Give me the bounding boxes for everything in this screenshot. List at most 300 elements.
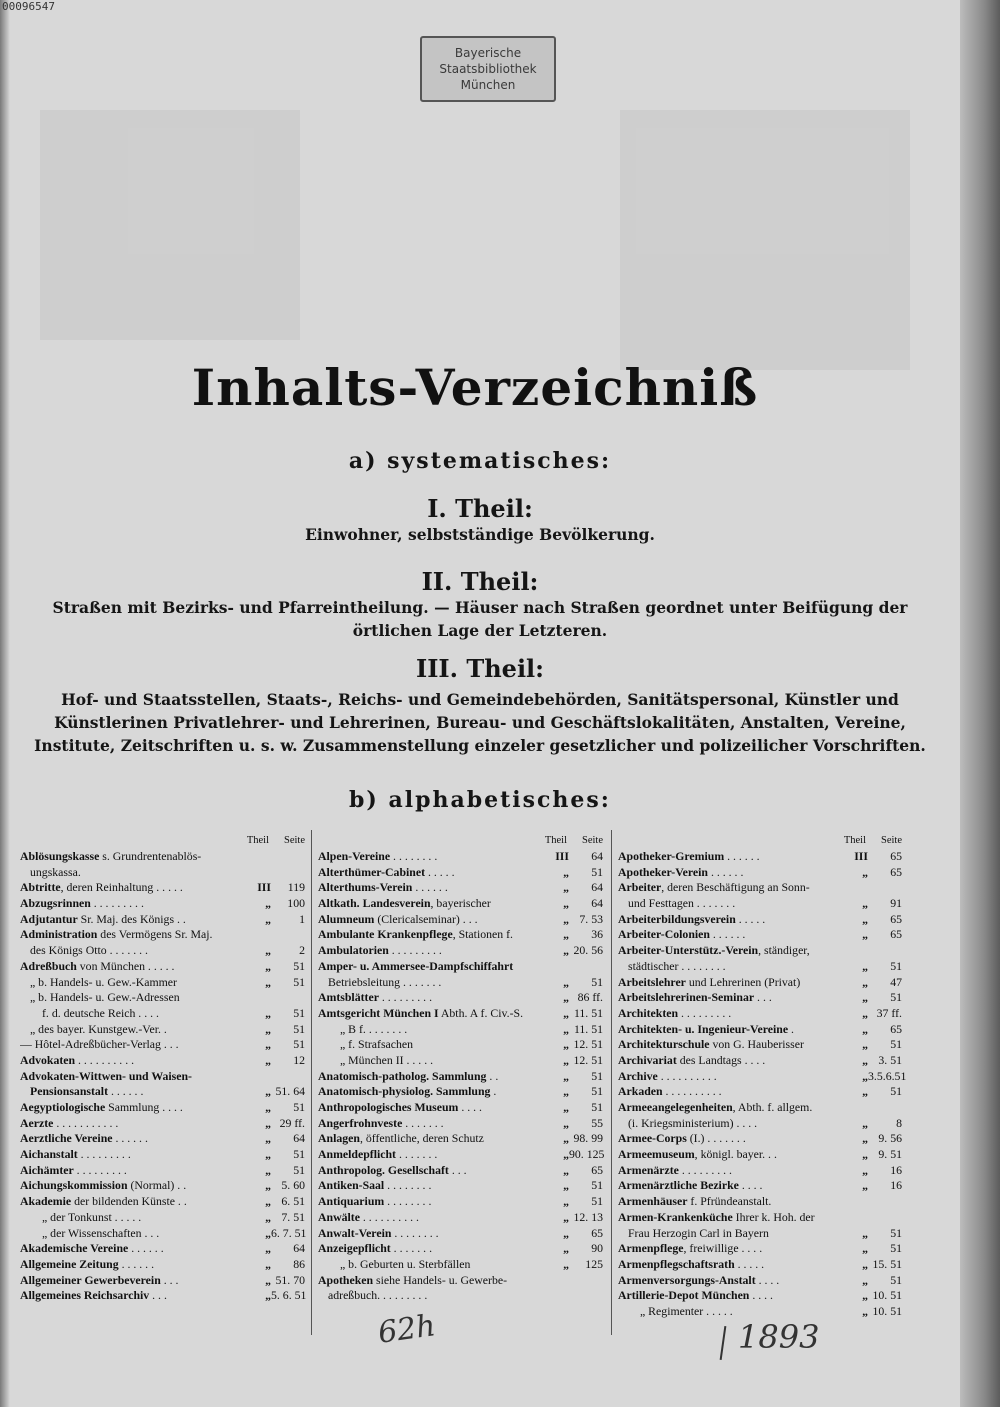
- entry-keyword: Arbeiterbildungsverein: [618, 911, 736, 926]
- entry-part: „: [563, 896, 569, 911]
- entry-page: 64: [591, 896, 603, 911]
- entry-part: „: [563, 943, 569, 958]
- entry-label: [20, 1131, 243, 1147]
- index-entry: [20, 1241, 305, 1257]
- entry-label: [318, 880, 541, 896]
- entry-keyword: Aerztliche Vereine: [20, 1131, 113, 1146]
- entry-text: f. Pfründeanstalt.: [687, 1194, 772, 1209]
- entry-text: . . . . . . . . .: [678, 1162, 733, 1177]
- entry-label: [318, 1210, 541, 1226]
- index-entry: [318, 975, 603, 991]
- entry-part: „: [265, 1147, 271, 1162]
- entry-text: , Abth. f. allgem.: [732, 1100, 813, 1114]
- entry-part: „: [265, 958, 271, 973]
- index-entry: [318, 1069, 603, 1085]
- entry-label: [318, 943, 541, 959]
- entry-page: 12. 51: [573, 1037, 603, 1052]
- entry-part: „: [265, 974, 271, 989]
- entry-text: „ der Tonkunst . . . . .: [42, 1209, 142, 1224]
- entry-page: 51: [890, 1084, 902, 1099]
- entry-label: [318, 1194, 541, 1210]
- index-entry: [618, 912, 902, 928]
- index-entry: [618, 1210, 902, 1226]
- entry-keyword: Akademie: [20, 1194, 72, 1209]
- header-seite: Seite: [881, 835, 902, 846]
- index-entry: [618, 1163, 902, 1179]
- entry-text: . . . . . . . . . .: [662, 1084, 722, 1099]
- entry-keyword: Allgemeine Zeitung: [20, 1256, 119, 1271]
- index-entry: [318, 849, 603, 865]
- index-entry: [618, 865, 902, 881]
- entry-page: 98. 99: [573, 1131, 603, 1146]
- entry-text: . . . . .: [734, 1256, 765, 1271]
- entry-keyword: Advokaten-Wittwen- und Waisen-: [20, 1068, 192, 1083]
- entry-label: [20, 990, 243, 1006]
- entry-text: . . . . .: [735, 911, 766, 926]
- entry-text: , ständiger,: [758, 943, 810, 958]
- index-entry: [20, 1273, 305, 1289]
- entry-part: „: [862, 1037, 868, 1052]
- entry-keyword: Allgemeiner Gewerbeverein: [20, 1272, 161, 1287]
- entry-label: [618, 1084, 840, 1100]
- entry-keyword: Ablösungskasse: [20, 849, 100, 863]
- entry-text: und Festtagen . . . . . . .: [628, 896, 736, 911]
- entry-text: . . . . . . . .: [391, 1225, 439, 1240]
- entry-text: . . . . . .: [118, 1256, 155, 1271]
- section-heading-alphabetical: b) alphabetisches:: [349, 787, 611, 813]
- entry-text: . . . . . .: [108, 1084, 144, 1099]
- entry-label: [20, 896, 243, 912]
- entry-part: „: [563, 1100, 569, 1114]
- entry-keyword: Alpen-Vereine: [318, 849, 391, 863]
- bleed-through-right: [620, 110, 910, 370]
- entry-part: „: [563, 1194, 569, 1209]
- index-entry: [318, 896, 603, 912]
- entry-text: . . . . . . . .: [384, 1178, 432, 1193]
- entry-part: „: [265, 1037, 271, 1052]
- entry-keyword: Apotheker-Gremium: [618, 849, 725, 863]
- entry-label: [20, 927, 243, 943]
- entry-keyword: Aerzte: [20, 1115, 54, 1130]
- entry-part: „: [862, 1005, 868, 1020]
- index-entry: [318, 943, 603, 959]
- index-entry: [318, 880, 603, 896]
- page-title: Inhalts-Verzeichniß: [191, 358, 759, 417]
- entry-page: 51: [293, 1100, 305, 1114]
- entry-label: [20, 975, 243, 991]
- entry-keyword: Altkath. Landesverein: [318, 896, 431, 911]
- entry-label: [20, 1022, 243, 1038]
- entry-page: 16: [890, 1162, 902, 1177]
- index-entry: [20, 1194, 305, 1210]
- index-entry: [618, 1178, 902, 1194]
- entry-part: „: [265, 1241, 271, 1256]
- entry-keyword: Apotheker-Verein: [618, 864, 708, 879]
- index-entry: [318, 1257, 603, 1273]
- entry-keyword: Anatomisch-patholog. Sammlung: [318, 1068, 487, 1083]
- entry-text: „ Regimenter . . . . .: [640, 1303, 733, 1318]
- entry-label: [20, 1053, 243, 1069]
- index-entry: [20, 1257, 305, 1273]
- entry-text: und Lehrerinen (Privat): [685, 974, 801, 989]
- part-3-text: Hof- und Staatsstellen, Staats-, Reichs- und Gemeindebehörden, Sanitätspersonal, Künstler und Künstlerinen Privatlehrer- und Lehrerinen, Bureau- und Geschäftslokalitäten, Anstalten, Vereine, Institute, Zeitschriften u. s. w. Zusammenstellung einzeler gesetzlicher und polizeilicher Vorschriften.: [34, 690, 926, 755]
- entry-label: [618, 1273, 840, 1289]
- entry-part: „: [265, 1209, 271, 1224]
- entry-part: „: [862, 1115, 868, 1130]
- entry-label: [20, 1069, 243, 1085]
- entry-label: [618, 1116, 840, 1132]
- entry-keyword: Aichanstalt: [20, 1147, 78, 1162]
- index-entry: [618, 896, 902, 912]
- entry-page: 51: [591, 1194, 603, 1209]
- entry-text: städtischer . . . . . . . .: [628, 958, 726, 973]
- handwritten-mark: [720, 1326, 727, 1360]
- entry-keyword: Armenärztliche Bezirke: [618, 1178, 739, 1193]
- entry-label: [318, 1069, 541, 1085]
- entry-label: [20, 943, 243, 959]
- entry-text: „ b. Handels- u. Gew.-Kammer: [30, 974, 177, 989]
- entry-label: [20, 1194, 243, 1210]
- entry-page: 51: [293, 1147, 305, 1162]
- entry-label: [20, 1210, 243, 1226]
- entry-part: „: [563, 1178, 569, 1193]
- entry-text: , königl. bayer. . .: [694, 1147, 777, 1162]
- entry-keyword: Ambulante Krankenpflege: [318, 927, 453, 942]
- entry-text: ungskassa.: [30, 864, 81, 879]
- header-theil: Theil: [544, 835, 567, 846]
- entry-page: 12: [293, 1052, 305, 1067]
- entry-label: [318, 912, 541, 928]
- column-divider: [611, 830, 612, 1335]
- entry-page: 51: [293, 958, 305, 973]
- entry-label: [618, 1022, 840, 1038]
- entry-label: [618, 1069, 840, 1085]
- entry-keyword: Archive: [618, 1068, 658, 1083]
- entry-keyword: Anlagen: [318, 1131, 360, 1146]
- header-seite: Seite: [284, 835, 305, 846]
- entry-text: der bildenden Künste . .: [71, 1194, 187, 1209]
- entry-keyword: Abtritte: [20, 880, 61, 895]
- index-entry: [318, 1241, 603, 1257]
- entry-text: . . . . . . . . .: [90, 896, 144, 911]
- entry-text: . . . . . . . . . .: [75, 1052, 135, 1067]
- entry-text: adreßbuch. . . . . . . . .: [328, 1288, 428, 1303]
- column-divider: [311, 830, 312, 1335]
- stamp-line: München: [460, 78, 516, 92]
- entry-page: 65: [591, 1162, 603, 1177]
- entry-page: 65: [890, 1021, 902, 1036]
- index-entry: [318, 1163, 603, 1179]
- header-seite: Seite: [582, 835, 603, 846]
- entry-label: [618, 1006, 840, 1022]
- entry-text: .: [490, 1084, 497, 1099]
- index-entry: [318, 1147, 603, 1163]
- entry-part: „: [563, 1052, 569, 1067]
- entry-label: [318, 1022, 541, 1038]
- index-entry: [618, 990, 902, 1006]
- entry-keyword: Anwälte: [318, 1209, 360, 1224]
- entry-label: [618, 975, 840, 991]
- entry-keyword: Anthropologisches Museum: [318, 1100, 459, 1114]
- entry-part: „: [563, 1256, 569, 1271]
- handwritten-note: 62h: [375, 1308, 438, 1351]
- part-1-heading: I. Theil:: [427, 494, 533, 523]
- entry-label: [618, 943, 840, 959]
- entry-keyword: Antiquarium: [318, 1194, 385, 1209]
- entry-keyword: Anthropolog. Gesellschaft: [318, 1162, 449, 1177]
- entry-keyword: Armenversorgungs-Anstalt: [618, 1272, 756, 1287]
- index-entry: [618, 1147, 902, 1163]
- entry-page: 90. 125: [569, 1147, 605, 1162]
- entry-text: . . . . . .: [128, 1241, 164, 1256]
- column-header: [618, 833, 902, 849]
- entry-label: [318, 1100, 541, 1116]
- index-entry: [618, 1288, 902, 1304]
- index-entry: [318, 912, 603, 928]
- entry-text: . . . . . . . . . .: [657, 1068, 717, 1083]
- entry-text: . . . .: [458, 1100, 482, 1114]
- entry-part: „: [265, 1288, 271, 1303]
- entry-text: . . . . . . . . .: [388, 943, 442, 958]
- entry-keyword: Administration: [20, 927, 98, 942]
- entry-label: [20, 849, 243, 865]
- entry-text: Betriebsleitung . . . . . . .: [328, 974, 442, 989]
- entry-label: [318, 1084, 541, 1100]
- entry-page: 7. 53: [579, 911, 603, 926]
- entry-page: 65: [890, 927, 902, 942]
- entry-label: [20, 1100, 243, 1116]
- entry-part: „: [563, 1068, 569, 1083]
- entry-keyword: Adjutantur: [20, 911, 78, 926]
- entry-part: „: [265, 1162, 271, 1177]
- entry-label: [20, 1241, 243, 1257]
- entry-label: [318, 1257, 541, 1273]
- entry-page: 2: [299, 943, 305, 958]
- entry-page: 65: [890, 911, 902, 926]
- index-entry: [618, 880, 902, 896]
- entry-page: 6. 7. 51: [271, 1225, 307, 1240]
- entry-part: „: [563, 864, 569, 879]
- entry-label: [318, 1273, 541, 1289]
- entry-page: 20. 56: [573, 943, 603, 958]
- entry-part: „: [563, 1147, 569, 1162]
- entry-text: . . . . . .: [708, 864, 744, 879]
- stamp-line: Bayerische: [454, 46, 522, 60]
- entry-label: [618, 1053, 840, 1069]
- entry-label: [20, 1084, 243, 1100]
- index-entry: [20, 959, 305, 975]
- entry-label: [20, 880, 243, 896]
- index-entry: [20, 1084, 305, 1100]
- index-entry: [618, 849, 902, 865]
- index-entry: [20, 880, 305, 896]
- entry-part: „: [563, 1225, 569, 1240]
- entry-page: 51: [890, 1037, 902, 1052]
- entry-text: von München . . . . .: [76, 958, 175, 973]
- entry-keyword: Arkaden: [618, 1084, 663, 1099]
- entry-page: 90: [591, 1241, 603, 1256]
- entry-label: [618, 1131, 840, 1147]
- entry-text: . . .: [754, 990, 772, 1005]
- entry-page: 15. 51: [872, 1256, 902, 1271]
- index-entry: [318, 927, 603, 943]
- entry-page: 6. 51: [281, 1194, 305, 1209]
- entry-keyword: Armenpflegschaftsrath: [618, 1256, 735, 1271]
- stamp-line: Staatsbibliothek: [439, 62, 537, 76]
- entry-page: 51: [890, 1272, 902, 1287]
- entry-text: . .: [486, 1068, 499, 1083]
- entry-page: 65: [890, 864, 902, 879]
- entry-page: 125: [585, 1256, 603, 1271]
- index-entry: [20, 1053, 305, 1069]
- entry-part: „: [862, 1256, 868, 1271]
- entry-label: [20, 1147, 243, 1163]
- entry-keyword: Architekturschule: [618, 1037, 710, 1052]
- entry-page: 51: [591, 1068, 603, 1083]
- index-entry: [318, 1022, 603, 1038]
- index-entry: [20, 1178, 305, 1194]
- entry-part: „: [862, 974, 868, 989]
- entry-text: (i. Kriegsministerium) . . . .: [628, 1115, 758, 1130]
- handwritten-year: 1893: [738, 1318, 820, 1356]
- entry-keyword: Armeeangelegenheiten: [618, 1100, 733, 1114]
- entry-part: „: [563, 1005, 569, 1020]
- index-entry: [318, 865, 603, 881]
- index-entry: [20, 1226, 305, 1242]
- index-entry: [618, 1194, 902, 1210]
- entry-label: [618, 1194, 840, 1210]
- entry-keyword: Apotheken: [318, 1272, 374, 1287]
- entry-text: Sr. Maj. des Königs . .: [77, 911, 186, 926]
- entry-text: „ b. Handels- u. Gew.-Adressen: [30, 990, 180, 1005]
- entry-part: „: [265, 896, 271, 911]
- index-entry: [20, 1022, 305, 1038]
- entry-keyword: Amper- u. Ammersee-Dampfschiffahrt: [318, 958, 514, 973]
- entry-label: [618, 1037, 840, 1053]
- entry-text: „ f. Strafsachen: [340, 1037, 414, 1052]
- entry-page: 7. 51: [281, 1209, 305, 1224]
- entry-part: „: [265, 1225, 271, 1240]
- entry-keyword: Arbeiter: [618, 880, 662, 895]
- entry-part: III: [854, 849, 868, 863]
- entry-part: „: [265, 1194, 271, 1209]
- index-entry: [318, 1053, 603, 1069]
- entry-part: „: [563, 911, 569, 926]
- entry-page: 51: [890, 958, 902, 973]
- entry-label: [20, 959, 243, 975]
- entry-part: „: [862, 911, 868, 926]
- entry-keyword: Anwalt-Verein: [318, 1225, 392, 1240]
- entry-part: „: [563, 974, 569, 989]
- entry-page: 11. 51: [573, 1005, 603, 1020]
- entry-part: „: [265, 911, 271, 926]
- entry-keyword: Archivariat: [618, 1052, 677, 1067]
- entry-page: 11. 51: [573, 1021, 603, 1036]
- entry-label: [318, 927, 541, 943]
- entry-text: , freiwillige . . . .: [683, 1241, 763, 1256]
- entry-text: . . . . . .: [724, 849, 760, 863]
- index-entry: [618, 927, 902, 943]
- part-1-text: Einwohner, selbstständige Bevölkerung.: [305, 525, 655, 544]
- entry-page: 100: [287, 896, 305, 911]
- entry-keyword: Aichämter: [20, 1162, 74, 1177]
- index-entry: [318, 959, 603, 975]
- entry-label: [318, 1006, 541, 1022]
- part-2-heading: II. Theil:: [421, 567, 539, 596]
- index-entry: [20, 1147, 305, 1163]
- library-stamp: [420, 36, 556, 102]
- entry-text: „ des bayer. Kunstgew.-Ver. .: [30, 1021, 167, 1036]
- entry-keyword: Anzeigepflicht: [318, 1241, 391, 1256]
- entry-page: 119: [287, 880, 305, 895]
- entry-page: 64: [591, 880, 603, 895]
- entry-page: 51: [293, 1162, 305, 1177]
- entry-part: „: [265, 1178, 271, 1193]
- entry-part: „: [862, 1225, 868, 1240]
- part-2-text: Straßen mit Bezirks- und Pfarreintheilung. — Häuser nach Straßen geordnet unter Beifügung der örtlichen Lage der Letzteren.: [52, 598, 908, 640]
- entry-label: [318, 959, 541, 975]
- header-theil: Theil: [246, 835, 269, 846]
- index-entry: [318, 1273, 603, 1289]
- index-entry: [318, 1006, 603, 1022]
- index-entry: [20, 1163, 305, 1179]
- index-entry: [20, 975, 305, 991]
- index-column-3: [618, 833, 907, 1320]
- entry-label: [20, 865, 243, 881]
- index-entry: [318, 1210, 603, 1226]
- entry-part: „: [862, 1241, 868, 1256]
- entry-text: „ B f. . . . . . . .: [340, 1021, 408, 1036]
- entry-keyword: Artillerie-Depot München: [618, 1288, 750, 1303]
- entry-text: . . .: [149, 1288, 167, 1303]
- entry-keyword: Anatomisch-physiolog. Sammlung: [318, 1084, 491, 1099]
- entry-label: [618, 880, 840, 896]
- entry-label: [618, 1178, 840, 1194]
- entry-keyword: Advokaten: [20, 1052, 76, 1067]
- entry-keyword: Alterthums-Verein: [318, 880, 413, 895]
- index-entry: [20, 865, 305, 881]
- entry-page: 64: [591, 849, 603, 863]
- entry-keyword: Alterthümer-Cabinet: [318, 864, 426, 879]
- entry-keyword: Amtsblätter: [318, 990, 379, 1005]
- entry-keyword: Angerfrohnveste: [318, 1115, 403, 1130]
- index-entry: [618, 1100, 902, 1116]
- entry-part: III: [257, 880, 271, 895]
- entry-part: „: [563, 1241, 569, 1256]
- entry-label: [618, 896, 840, 912]
- entry-part: „: [862, 1052, 868, 1067]
- entry-page: 10. 51: [872, 1288, 902, 1303]
- entry-text: , deren Beschäftigung an Sonn-: [661, 880, 810, 895]
- entry-text: — Hôtel-Adreßbücher-Verlag . . .: [20, 1037, 179, 1052]
- entry-part: „: [862, 1131, 868, 1146]
- entry-text: des Vermögens Sr. Maj.: [97, 927, 213, 942]
- entry-text: Frau Herzogin Carl in Bayern: [628, 1225, 769, 1240]
- entry-page: 64: [293, 1131, 305, 1146]
- entry-keyword: Armenärzte: [618, 1162, 679, 1177]
- index-entry: [20, 912, 305, 928]
- entry-part: „: [563, 1131, 569, 1146]
- entry-page: 5. 6. 51: [271, 1288, 307, 1303]
- entry-text: . . . . . . . . .: [678, 1005, 732, 1020]
- index-entry: [20, 943, 305, 959]
- entry-text: (Normal) . .: [127, 1178, 187, 1193]
- part-3-heading: III. Theil:: [415, 654, 545, 683]
- entry-part: „: [563, 1115, 569, 1130]
- entry-label: [618, 927, 840, 943]
- entry-label: [20, 1273, 243, 1289]
- index-entry: [318, 1100, 603, 1116]
